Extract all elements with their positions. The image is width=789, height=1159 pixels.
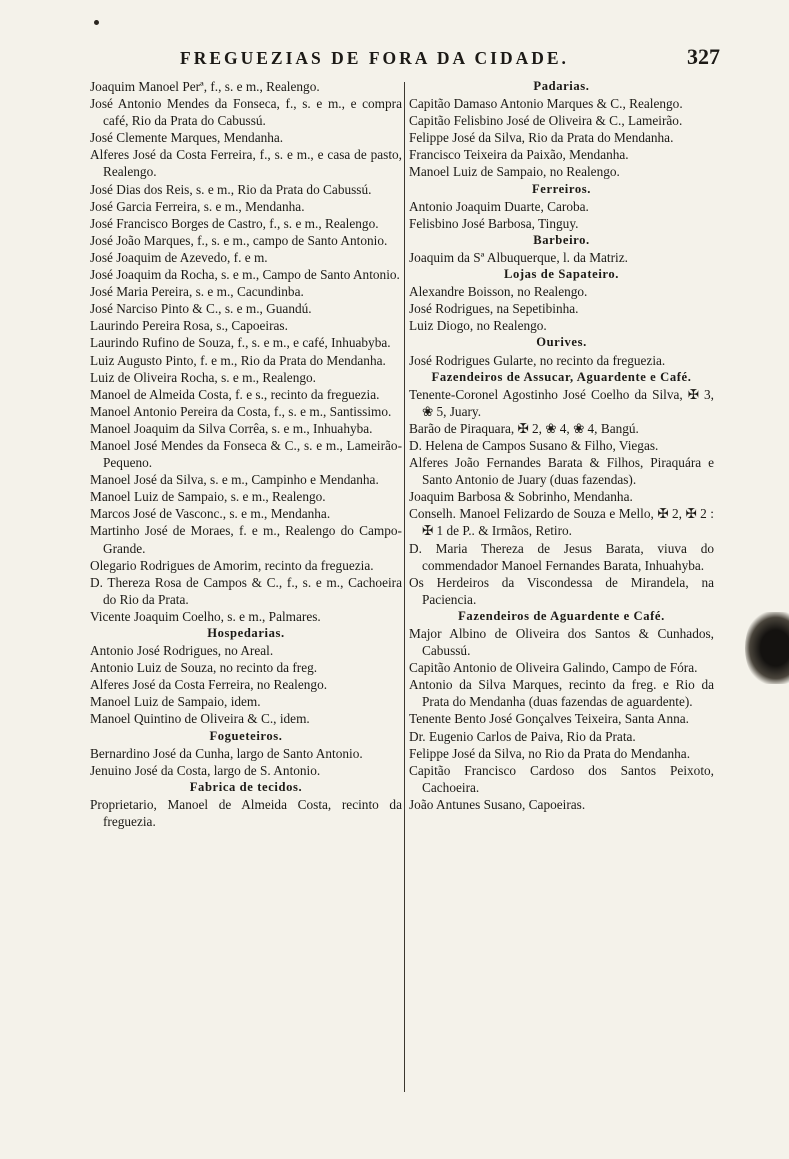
- directory-entry: Alferes João Fernandes Barata & Filhos, Piraquára e Santo Antonio de Juary (duas fazendas).: [409, 455, 714, 488]
- column-divider: [404, 82, 405, 1092]
- section-heading: Barbeiro.: [533, 232, 590, 247]
- directory-entry: Manoel Luiz de Sampaio, s. e m., Realengo.: [90, 489, 326, 505]
- directory-entry: Manoel Quintino de Oliveira & C., idem.: [90, 711, 310, 727]
- directory-entry: Tenente-Coronel Agostinho José Coelho da Silva, ✠ 3, ❀ 5, Juary.: [409, 386, 714, 419]
- directory-entry: Olegario Rodrigues de Amorim, recinto da freguezia.: [90, 557, 374, 573]
- directory-entry: José Clemente Marques, Mendanha.: [90, 130, 284, 146]
- directory-entry: Laurindo Pereira Rosa, s., Capoeiras.: [90, 318, 288, 334]
- directory-entry: D. Helena de Campos Susano & Filho, Viegas.: [409, 437, 659, 453]
- section-heading: Fazendeiros de Assucar, Aguardente e Café.: [431, 369, 692, 384]
- directory-entry: José Maria Pereira, s. e m., Cacundinba.: [90, 284, 304, 300]
- directory-entry: Jenuino José da Costa, largo de S. Antonio.: [90, 762, 321, 778]
- directory-entry: José Dias dos Reis, s. e m., Rio da Prata do Cabussú.: [90, 181, 372, 197]
- directory-entry: Os Herdeiros da Viscondessa de Mirandela, na Paciencia.: [409, 574, 714, 607]
- directory-entry: Joaquim da Sª Albuquerque, l. da Matriz.: [409, 249, 628, 265]
- directory-entry: Dr. Eugenio Carlos de Paiva, Rio da Prata.: [409, 728, 636, 744]
- directory-entry: Alferes José da Costa Ferreira, no Realengo.: [90, 677, 328, 693]
- directory-entry: Antonio Joaquim Duarte, Caroba.: [409, 198, 589, 214]
- directory-entry: Francisco Teixeira da Paixão, Mendanha.: [409, 147, 629, 163]
- left-column: [90, 78, 402, 830]
- directory-entry: José Narciso Pinto & C., s. e m., Guandú.: [90, 301, 312, 317]
- directory-entry: Luiz de Oliveira Rocha, s. e m., Realengo.: [90, 369, 316, 385]
- directory-entry: D. Maria Thereza de Jesus Barata, viuva do commendador Manoel Fernandes Barata, Inhuahyba.: [409, 540, 714, 573]
- right-column: [409, 78, 714, 813]
- directory-entry: Barão de Piraquara, ✠ 2, ❀ 4, ❀ 4, Bangú.: [409, 420, 639, 436]
- page-title: FREGUEZIAS DE FORA DA CIDADE.: [180, 48, 569, 68]
- ink-speck: [94, 20, 99, 25]
- directory-entry: Felippe José da Silva, Rio da Prata do Mendanha.: [409, 130, 674, 146]
- section-heading: Fazendeiros de Aguardente e Café.: [458, 608, 665, 623]
- directory-entry: Proprietario, Manoel de Almeida Costa, recinto da freguezia.: [90, 796, 402, 830]
- directory-entry: José João Marques, f., s. e m., campo de Santo Antonio.: [90, 232, 388, 248]
- directory-entry: Capitão Felisbino José de Oliveira & C., Lameirão.: [409, 113, 683, 129]
- directory-entry: Alexandre Boisson, no Realengo.: [409, 284, 588, 300]
- directory-entry: Tenente Bento José Gonçalves Teixeira, Santa Anna.: [409, 711, 690, 727]
- directory-entry: João Antunes Susano, Capoeiras.: [409, 796, 586, 812]
- directory-entry: Manoel Luiz de Sampaio, idem.: [90, 694, 261, 710]
- directory-entry: José Joaquim da Rocha, s. e m., Campo de Santo Antonio.: [90, 267, 400, 283]
- section-heading: Fogueteiros.: [209, 728, 283, 743]
- directory-entry: Conselh. Manoel Felizardo de Souza e Mello, ✠ 2, ✠ 2 : ✠ 1 de P.. & Irmãos, Retiro.: [409, 506, 714, 539]
- section-heading: Hospedarias.: [207, 626, 285, 640]
- directory-entry: Marcos José de Vasconc., s. e m., Mendanha.: [90, 506, 331, 522]
- directory-entry: José Antonio Mendes da Fonseca, f., s. e m., e compra café, Rio da Prata do Cabussú.: [90, 96, 402, 129]
- directory-entry: Antonio da Silva Marques, recinto da freg. e Rio da Prata do Mendanha (duas fazendas de aguardente).: [409, 677, 714, 710]
- directory-entry: José Garcia Ferreira, s. e m., Mendanha.: [90, 198, 305, 214]
- directory-entry: Capitão Francisco Cardoso dos Santos Peixoto, Cachoeira.: [409, 762, 714, 795]
- section-heading: Padarias.: [533, 79, 590, 93]
- directory-entry: José Joaquim de Azevedo, f. e m.: [90, 249, 268, 265]
- directory-entry: José Rodrigues, na Sepetibinha.: [409, 301, 579, 317]
- directory-entry: Martinho José de Moraes, f. e m., Realengo do Campo-Grande.: [90, 523, 402, 556]
- page-number: 327: [687, 44, 720, 69]
- directory-entry: Manoel José da Silva, s. e m., Campinho e Mendanha.: [90, 472, 379, 488]
- directory-entry: Antonio Luiz de Souza, no recinto da freg.: [90, 660, 318, 676]
- directory-entry: Manoel Antonio Pereira da Costa, f., s. e m., Santissimo.: [90, 403, 392, 419]
- directory-entry: Felippe José da Silva, no Rio da Prata do Mendanha.: [409, 745, 691, 761]
- section-heading: Ferreiros.: [531, 181, 592, 196]
- directory-entry: Bernardino José da Cunha, largo de Santo Antonio.: [90, 745, 363, 761]
- directory-entry: José Francisco Borges de Castro, f., s. e m., Realengo.: [90, 215, 379, 231]
- page-header: [90, 42, 720, 82]
- section-heading: Ourives.: [536, 335, 587, 350]
- section-heading: Lojas de Sapateiro.: [503, 267, 620, 282]
- directory-entry: Alferes José da Costa Ferreira, f., s. e m., e casa de pasto, Realengo.: [90, 147, 402, 180]
- directory-entry: Manoel José Mendes da Fonseca & C., s. e m., Lameirão-Pequeno.: [90, 437, 402, 471]
- directory-entry: D. Thereza Rosa de Campos & C., f., s. e m., Cachoeira do Rio da Prata.: [90, 574, 402, 607]
- directory-entry: Manoel de Almeida Costa, f. e s., recinto da freguezia.: [90, 386, 380, 402]
- directory-entry: Joaquim Manoel Perª, f., s. e m., Realengo.: [90, 79, 320, 94]
- directory-entry: Laurindo Rufino de Souza, f., s. e m., e café, Inhuabyba.: [90, 335, 391, 351]
- directory-entry: Manoel Joaquim da Silva Corrêa, s. e m., Inhuahyba.: [90, 420, 373, 436]
- directory-entry: Luiz Diogo, no Realengo.: [409, 318, 547, 334]
- directory-entry: Luiz Augusto Pinto, f. e m., Rio da Prata do Mendanha.: [90, 352, 386, 368]
- directory-entry: Manoel Luiz de Sampaio, no Realengo.: [409, 164, 620, 180]
- directory-entry: Vicente Joaquim Coelho, s. e m., Palmares.: [90, 608, 321, 624]
- directory-entry: Capitão Damaso Antonio Marques & C., Realengo.: [409, 96, 683, 112]
- section-heading: Fabrica de tecidos.: [189, 779, 303, 794]
- ink-blot: [745, 612, 789, 684]
- directory-entry: Joaquim Barbosa & Sobrinho, Mendanha.: [409, 489, 633, 505]
- directory-entry: Antonio José Rodrigues, no Areal.: [90, 643, 274, 659]
- directory-entry: Major Albino de Oliveira dos Santos & Cunhados, Cabussú.: [409, 626, 714, 659]
- directory-entry: Capitão Antonio de Oliveira Galindo, Campo de Fóra.: [409, 660, 698, 676]
- directory-entry: Felisbino José Barbosa, Tinguy.: [409, 215, 579, 231]
- directory-entry: José Rodrigues Gularte, no recinto da freguezia.: [409, 352, 666, 368]
